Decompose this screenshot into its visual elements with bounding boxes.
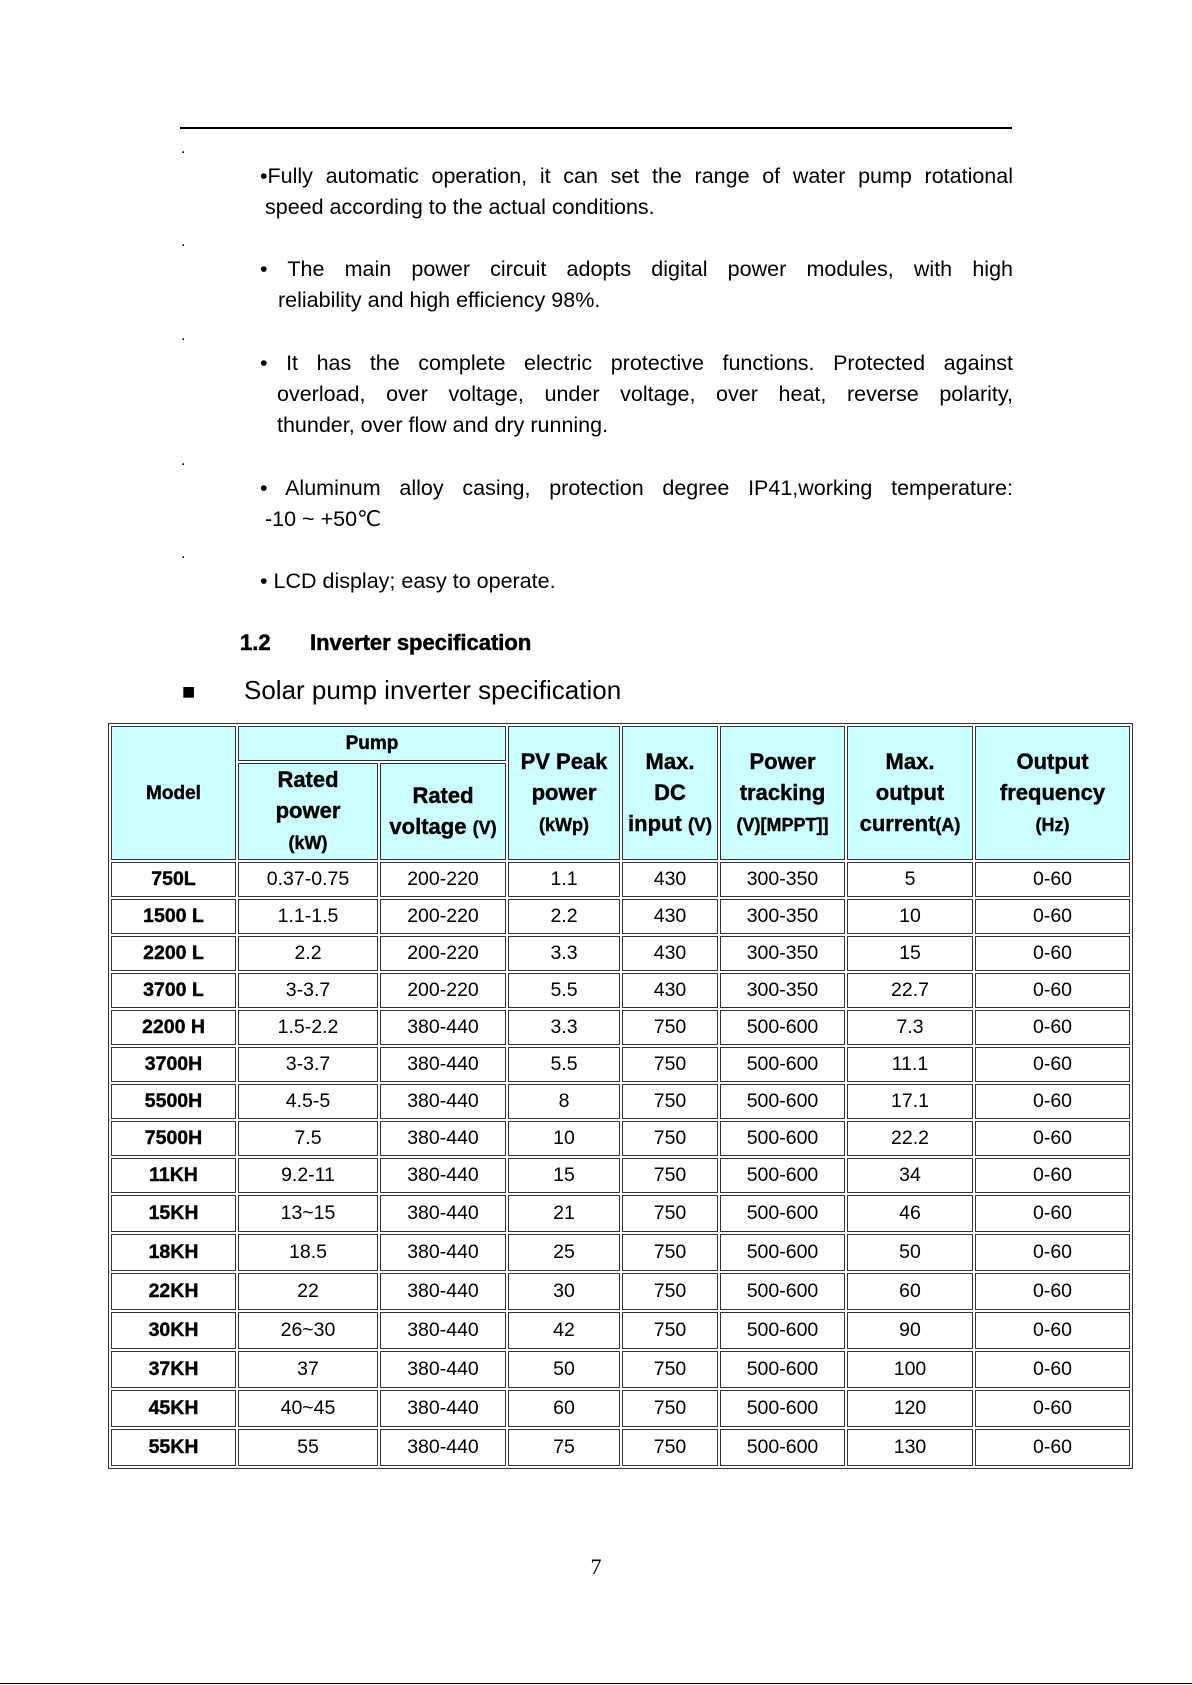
cell-max-dc: 750 bbox=[622, 1158, 718, 1193]
header-output-frequency: Output frequency (Hz) bbox=[975, 726, 1130, 860]
table-row bbox=[111, 1121, 1130, 1156]
bullet-dot: . bbox=[181, 233, 186, 250]
header-rated-power: Rated power (kW) bbox=[238, 763, 378, 860]
cell-max-dc: 750 bbox=[622, 1390, 718, 1427]
table-row bbox=[111, 1273, 1130, 1310]
table-row bbox=[111, 1158, 1130, 1193]
feature-paragraph bbox=[260, 473, 1013, 535]
cell-model: 3700H bbox=[111, 1047, 236, 1082]
cell-pv-peak: 25 bbox=[508, 1234, 620, 1271]
cell-model: 7500H bbox=[111, 1121, 236, 1156]
cell-rated-power: 13~15 bbox=[238, 1195, 378, 1232]
cell-rated-power: 22 bbox=[238, 1273, 378, 1310]
cell-output-frequency: 0-60 bbox=[975, 1351, 1130, 1388]
subsection-heading bbox=[182, 675, 621, 706]
cell-power-tracking: 500-600 bbox=[720, 1121, 845, 1156]
cell-max-dc: 750 bbox=[622, 1234, 718, 1271]
cell-max-dc: 750 bbox=[622, 1312, 718, 1349]
cell-max-output: 15 bbox=[847, 936, 973, 971]
cell-max-output: 100 bbox=[847, 1351, 973, 1388]
cell-rated-power: 9.2-11 bbox=[238, 1158, 378, 1193]
cell-power-tracking: 500-600 bbox=[720, 1312, 845, 1349]
cell-rated-voltage: 200-220 bbox=[380, 936, 506, 971]
cell-output-frequency: 0-60 bbox=[975, 1010, 1130, 1045]
cell-pv-peak: 42 bbox=[508, 1312, 620, 1349]
cell-rated-power: 18.5 bbox=[238, 1234, 378, 1271]
cell-rated-voltage: 380-440 bbox=[380, 1234, 506, 1271]
cell-rated-voltage: 380-440 bbox=[380, 1010, 506, 1045]
bullet-dot: . bbox=[181, 140, 186, 157]
cell-power-tracking: 500-600 bbox=[720, 1195, 845, 1232]
header-model: Model bbox=[111, 726, 236, 860]
cell-power-tracking: 500-600 bbox=[720, 1010, 845, 1045]
square-bullet-icon: ■ bbox=[182, 679, 196, 704]
feature-line: • Aluminum alloy casing, protection degree IP41,working temperature: bbox=[260, 476, 1013, 500]
cell-model: 18KH bbox=[111, 1234, 236, 1271]
feature-line: speed according to the actual conditions. bbox=[265, 195, 655, 219]
cell-output-frequency: 0-60 bbox=[975, 1273, 1130, 1310]
cell-model: 15KH bbox=[111, 1195, 236, 1232]
cell-rated-voltage: 200-220 bbox=[380, 899, 506, 934]
table-row bbox=[111, 1390, 1130, 1427]
header-rated-voltage: Rated voltage (V) bbox=[380, 763, 506, 860]
cell-model: 22KH bbox=[111, 1273, 236, 1310]
cell-max-dc: 750 bbox=[622, 1121, 718, 1156]
cell-model: 30KH bbox=[111, 1312, 236, 1349]
cell-output-frequency: 0-60 bbox=[975, 1390, 1130, 1427]
cell-output-frequency: 0-60 bbox=[975, 936, 1130, 971]
cell-pv-peak: 3.3 bbox=[508, 1010, 620, 1045]
cell-max-output: 7.3 bbox=[847, 1010, 973, 1045]
feature-line: • It has the complete electric protective functions. Protected against bbox=[260, 351, 1013, 375]
cell-model: 37KH bbox=[111, 1351, 236, 1388]
cell-max-dc: 430 bbox=[622, 973, 718, 1008]
cell-power-tracking: 500-600 bbox=[720, 1047, 845, 1082]
cell-max-dc: 750 bbox=[622, 1429, 718, 1466]
cell-output-frequency: 0-60 bbox=[975, 899, 1130, 934]
cell-rated-power: 2.2 bbox=[238, 936, 378, 971]
cell-rated-power: 3-3.7 bbox=[238, 1047, 378, 1082]
cell-rated-voltage: 380-440 bbox=[380, 1158, 506, 1193]
cell-max-output: 60 bbox=[847, 1273, 973, 1310]
cell-output-frequency: 0-60 bbox=[975, 862, 1130, 897]
cell-rated-power: 4.5-5 bbox=[238, 1084, 378, 1119]
table-row bbox=[111, 1195, 1130, 1232]
cell-rated-voltage: 380-440 bbox=[380, 1084, 506, 1119]
table-row bbox=[111, 936, 1130, 971]
cell-rated-voltage: 380-440 bbox=[380, 1312, 506, 1349]
cell-max-output: 46 bbox=[847, 1195, 973, 1232]
bottom-rule bbox=[0, 1683, 1192, 1684]
cell-output-frequency: 0-60 bbox=[975, 1195, 1130, 1232]
cell-model: 3700 L bbox=[111, 973, 236, 1008]
cell-pv-peak: 2.2 bbox=[508, 899, 620, 934]
cell-rated-power: 7.5 bbox=[238, 1121, 378, 1156]
cell-pv-peak: 50 bbox=[508, 1351, 620, 1388]
cell-rated-power: 37 bbox=[238, 1351, 378, 1388]
cell-output-frequency: 0-60 bbox=[975, 1084, 1130, 1119]
cell-max-output: 130 bbox=[847, 1429, 973, 1466]
feature-paragraph bbox=[260, 566, 1013, 597]
feature-paragraph bbox=[260, 254, 1013, 316]
table-row bbox=[111, 973, 1130, 1008]
cell-rated-voltage: 380-440 bbox=[380, 1273, 506, 1310]
bullet-dot: . bbox=[181, 545, 186, 562]
table-row bbox=[111, 862, 1130, 897]
cell-pv-peak: 5.5 bbox=[508, 1047, 620, 1082]
cell-max-output: 120 bbox=[847, 1390, 973, 1427]
cell-rated-power: 1.1-1.5 bbox=[238, 899, 378, 934]
cell-model: 5500H bbox=[111, 1084, 236, 1119]
cell-max-dc: 430 bbox=[622, 899, 718, 934]
section-title: Inverter specification bbox=[310, 630, 532, 655]
cell-power-tracking: 500-600 bbox=[720, 1429, 845, 1466]
cell-pv-peak: 3.3 bbox=[508, 936, 620, 971]
feature-paragraph bbox=[260, 161, 1013, 223]
cell-max-output: 11.1 bbox=[847, 1047, 973, 1082]
table-row bbox=[111, 1084, 1130, 1119]
table-row bbox=[111, 1234, 1130, 1271]
cell-model: 55KH bbox=[111, 1429, 236, 1466]
cell-pv-peak: 60 bbox=[508, 1390, 620, 1427]
header-max-dc: Max. DC input (V) bbox=[622, 726, 718, 860]
table-row bbox=[111, 1047, 1130, 1082]
bullet-dot: . bbox=[181, 452, 186, 469]
cell-max-dc: 750 bbox=[622, 1084, 718, 1119]
feature-paragraph bbox=[260, 348, 1013, 441]
cell-rated-power: 26~30 bbox=[238, 1312, 378, 1349]
cell-max-output: 5 bbox=[847, 862, 973, 897]
cell-output-frequency: 0-60 bbox=[975, 1158, 1130, 1193]
table-row bbox=[111, 1312, 1130, 1349]
bullet-dot: . bbox=[181, 327, 186, 344]
feature-line: thunder, over flow and dry running. bbox=[277, 413, 609, 437]
cell-max-output: 22.7 bbox=[847, 973, 973, 1008]
cell-power-tracking: 300-350 bbox=[720, 899, 845, 934]
cell-pv-peak: 10 bbox=[508, 1121, 620, 1156]
header-pv-peak: PV Peak power (kWp) bbox=[508, 726, 620, 860]
cell-pv-peak: 75 bbox=[508, 1429, 620, 1466]
cell-pv-peak: 21 bbox=[508, 1195, 620, 1232]
header-pump: Pump bbox=[238, 726, 506, 761]
feature-line: overload, over voltage, under voltage, over heat, reverse polarity, bbox=[277, 382, 1013, 406]
cell-pv-peak: 30 bbox=[508, 1273, 620, 1310]
subsection-title: Solar pump inverter specification bbox=[244, 675, 622, 705]
feature-line: reliability and high efficiency 98%. bbox=[278, 288, 601, 312]
cell-max-output: 34 bbox=[847, 1158, 973, 1193]
cell-power-tracking: 300-350 bbox=[720, 936, 845, 971]
cell-rated-power: 40~45 bbox=[238, 1390, 378, 1427]
cell-rated-voltage: 200-220 bbox=[380, 973, 506, 1008]
cell-max-output: 17.1 bbox=[847, 1084, 973, 1119]
spec-table bbox=[108, 723, 1133, 1469]
feature-line: •Fully automatic operation, it can set the range of water pump rotational bbox=[260, 164, 1013, 188]
cell-max-output: 22.2 bbox=[847, 1121, 973, 1156]
cell-pv-peak: 5.5 bbox=[508, 973, 620, 1008]
cell-output-frequency: 0-60 bbox=[975, 1429, 1130, 1466]
cell-max-output: 90 bbox=[847, 1312, 973, 1349]
cell-model: 11KH bbox=[111, 1158, 236, 1193]
cell-output-frequency: 0-60 bbox=[975, 1312, 1130, 1349]
cell-rated-voltage: 380-440 bbox=[380, 1351, 506, 1388]
table-row bbox=[111, 1429, 1130, 1466]
cell-power-tracking: 500-600 bbox=[720, 1351, 845, 1388]
section-number: 1.2 bbox=[240, 630, 271, 655]
cell-power-tracking: 500-600 bbox=[720, 1234, 845, 1271]
cell-max-dc: 750 bbox=[622, 1351, 718, 1388]
cell-max-output: 10 bbox=[847, 899, 973, 934]
cell-max-dc: 750 bbox=[622, 1010, 718, 1045]
cell-model: 1500 L bbox=[111, 899, 236, 934]
cell-model: 750L bbox=[111, 862, 236, 897]
cell-pv-peak: 15 bbox=[508, 1158, 620, 1193]
cell-power-tracking: 500-600 bbox=[720, 1390, 845, 1427]
cell-rated-power: 0.37-0.75 bbox=[238, 862, 378, 897]
top-rule bbox=[180, 127, 1012, 129]
table-row bbox=[111, 899, 1130, 934]
cell-model: 2200 L bbox=[111, 936, 236, 971]
cell-rated-voltage: 380-440 bbox=[380, 1121, 506, 1156]
cell-rated-voltage: 380-440 bbox=[380, 1429, 506, 1466]
header-max-output: Max. output current(A) bbox=[847, 726, 973, 860]
cell-max-dc: 430 bbox=[622, 862, 718, 897]
cell-output-frequency: 0-60 bbox=[975, 1047, 1130, 1082]
header-power-tracking: Power tracking (V)[MPPT]] bbox=[720, 726, 845, 860]
cell-power-tracking: 300-350 bbox=[720, 862, 845, 897]
cell-max-dc: 750 bbox=[622, 1195, 718, 1232]
cell-model: 2200 H bbox=[111, 1010, 236, 1045]
cell-max-dc: 750 bbox=[622, 1047, 718, 1082]
cell-power-tracking: 300-350 bbox=[720, 973, 845, 1008]
cell-power-tracking: 500-600 bbox=[720, 1084, 845, 1119]
cell-rated-power: 1.5-2.2 bbox=[238, 1010, 378, 1045]
cell-power-tracking: 500-600 bbox=[720, 1158, 845, 1193]
cell-output-frequency: 0-60 bbox=[975, 1121, 1130, 1156]
cell-model: 45KH bbox=[111, 1390, 236, 1427]
cell-pv-peak: 8 bbox=[508, 1084, 620, 1119]
cell-output-frequency: 0-60 bbox=[975, 1234, 1130, 1271]
feature-line: • LCD display; easy to operate. bbox=[260, 569, 556, 593]
cell-rated-power: 55 bbox=[238, 1429, 378, 1466]
cell-pv-peak: 1.1 bbox=[508, 862, 620, 897]
cell-rated-power: 3-3.7 bbox=[238, 973, 378, 1008]
table-row bbox=[111, 1010, 1130, 1045]
table-row bbox=[111, 1351, 1130, 1388]
cell-rated-voltage: 380-440 bbox=[380, 1047, 506, 1082]
page-number: 7 bbox=[590, 1554, 602, 1579]
feature-line: • The main power circuit adopts digital power modules, with high bbox=[260, 257, 1013, 281]
cell-max-dc: 750 bbox=[622, 1273, 718, 1310]
cell-rated-voltage: 380-440 bbox=[380, 1390, 506, 1427]
cell-max-output: 50 bbox=[847, 1234, 973, 1271]
cell-rated-voltage: 200-220 bbox=[380, 862, 506, 897]
feature-line: -10 ~ +50℃ bbox=[265, 507, 382, 531]
cell-power-tracking: 500-600 bbox=[720, 1273, 845, 1310]
cell-output-frequency: 0-60 bbox=[975, 973, 1130, 1008]
cell-rated-voltage: 380-440 bbox=[380, 1195, 506, 1232]
cell-max-dc: 430 bbox=[622, 936, 718, 971]
